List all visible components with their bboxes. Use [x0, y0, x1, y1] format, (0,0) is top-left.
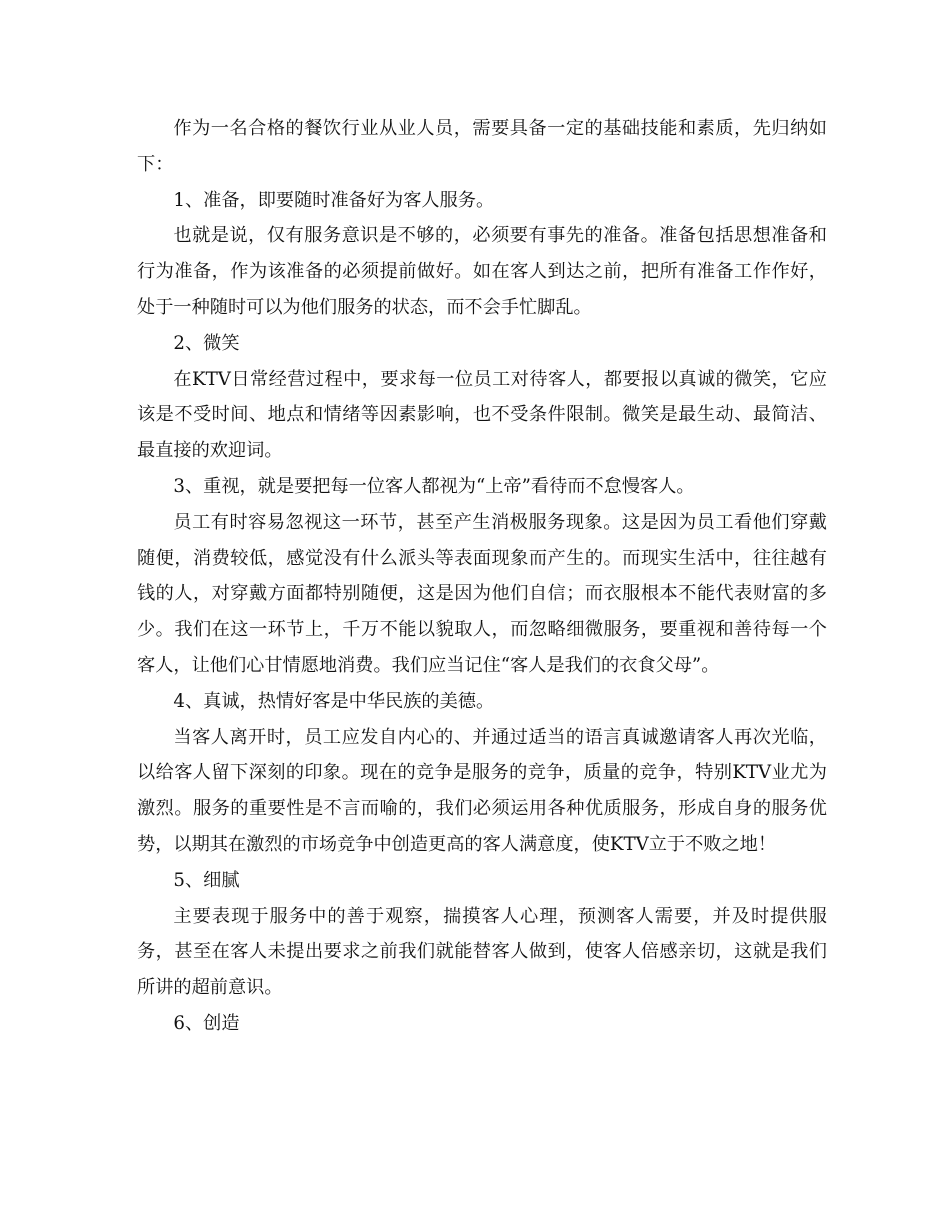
section-heading-delicacy: 5、细腻 [173, 869, 240, 891]
document-body [137, 111, 827, 1042]
sincerity-paragraph: 当客人离开时，员工应发自内心的、并通过适当的语言真诚邀请客人再次光临，以给客人留下深刻的印象。现在的竞争是服务的竞争，质量的竞争，特别KTV业尤为激烈。服务的重要性是不言而喻的，我们必须运用各种优质服务，形成自身的服务优势，以期其在激烈的市场竞争中创造更高的客人满意度，使KTV立于不败之地！ [137, 726, 827, 855]
prepare-paragraph: 也就是说，仅有服务意识是不够的，必须要有事先的准备。准备包括思想准备和行为准备，作为该准备的必须提前做好。如在客人到达之前，把所有准备工作作好，处于一种随时可以为他们服务的状态，而不会手忙脚乱。 [137, 225, 827, 318]
section-heading-sincerity: 4、真诚，热情好客是中华民族的美德。 [173, 690, 495, 712]
smile-paragraph: 在KTV日常经营过程中，要求每一位员工对待客人，都要报以真诚的微笑，它应该是不受时间、地点和情绪等因素影响，也不受条件限制。微笑是最生动、最简洁、最直接的欢迎词。 [137, 368, 827, 462]
section-heading-smile: 2、微笑 [173, 332, 240, 354]
respect-paragraph: 员工有时容易忽视这一环节，甚至产生消极服务现象。这是因为员工看他们穿戴随便，消费较低，感觉没有什么派头等表面现象而产生的。而现实生活中，往往越有钱的人，对穿戴方面都特别随便，这是因为他们自信；而衣服根本不能代表财富的多少。我们在这一环节上，千万不能以貌取人，而忽略细微服务，要重视和善待每一个客人，让他们心甘情愿地消费。我们应当记住“客人是我们的衣食父母”。 [137, 511, 827, 676]
delicacy-paragraph: 主要表现于服务中的善于观察，揣摸客人心理，预测客人需要，并及时提供服务，甚至在客人未提出要求之前我们就能替客人做到，使客人倍感亲切，这就是我们所讲的超前意识。 [137, 905, 827, 999]
section-heading-prepare: 1、准备，即要随时准备好为客人服务。 [173, 189, 495, 211]
section-heading-respect: 3、重视，就是要把每一位客人都视为“上帝”看待而不怠慢客人。 [173, 475, 695, 497]
section-heading-creation: 6、创造 [173, 1012, 240, 1034]
intro-paragraph: 作为一名合格的餐饮行业从业人员，需要具备一定的基础技能和素质，先归纳如下： [137, 118, 827, 175]
